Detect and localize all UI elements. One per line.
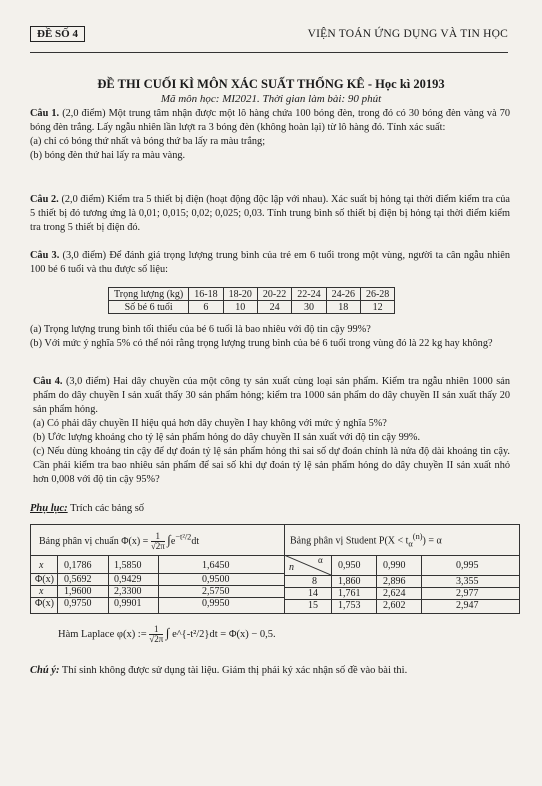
weight-cell: 24-26 — [326, 288, 360, 301]
header-rule — [30, 52, 508, 53]
question-1 — [30, 107, 510, 163]
weight-cell: 16-18 — [189, 288, 223, 301]
student-n: 8 — [312, 576, 317, 587]
count-cell: 6 — [189, 301, 223, 314]
alpha-cell: 0,990 — [383, 560, 406, 571]
fraction: $\frac{1}{√2\pi}$ — [149, 624, 164, 645]
q2-label: Câu 2. — [30, 194, 59, 205]
note-label: Chú ý: — [30, 665, 60, 676]
grid-line — [158, 555, 159, 613]
normal-table-title: Bảng phân vị chuẩn Φ(x) = $\frac{1}{√2\pi}$ $\int e^{-t^2/2}dt$ — [39, 531, 200, 552]
question-3-parts — [30, 323, 510, 351]
weight-cell: 22-24 — [292, 288, 326, 301]
q2-text: (2,0 điểm) Kiểm tra 5 thiết bị điện (hoạt động độc lập với nhau). Xác suất bị hỏng tại thời điểm kiểm tra của 5 thiết bị đó tương ứng là 0,01; 0,015; 0,02; 0,025; 0,03. Tính trung bình số thiết bị điện bị hỏng tại thời điểm kiểm tra trong 5 thiết bị điện đó. — [30, 194, 511, 233]
note-text: Thí sinh không được sử dụng tài liệu. Giám thị phải ký xác nhận số đề vào bài thi. — [61, 665, 408, 676]
q1-part-b: (b) bóng đèn thứ hai lấy ra màu vàng. — [30, 150, 186, 161]
integral-sign: ∫ — [167, 532, 171, 547]
grid-line — [421, 555, 422, 613]
quantile-tables — [30, 524, 520, 614]
appendix-text: Trích các bảng số — [70, 503, 145, 514]
student-table-title: Bảng phân vị Student $P(X < t_\alpha^{(n)}) = \alpha$ — [290, 532, 442, 549]
q3-part-a: (a) Trọng lượng trung bình tối thiểu của bé 6 tuổi là bao nhiêu với độ tin cậy 99%? — [30, 324, 371, 335]
normal-cell: 0,9901 — [114, 598, 142, 609]
count-cell: 24 — [257, 301, 291, 314]
normal-cell: 1,9600 — [64, 586, 92, 597]
q1-label: Câu 1. — [30, 108, 60, 119]
q1-part-a: (a) chỉ có bóng thứ nhất và bóng thứ ba lấy ra màu trắng; — [30, 136, 266, 147]
q4-part-b: (b) Ước lượng khoảng cho tỷ lệ sản phẩm hỏng do dây chuyền II sản xuất với độ tin cậy 99%. — [33, 432, 421, 443]
weight-cell: 20-22 — [257, 288, 291, 301]
normal-cell: 2,3300 — [114, 586, 142, 597]
count-row-label: Số bé 6 tuổi — [109, 301, 189, 314]
student-cell: 3,355 — [456, 576, 479, 587]
grid-line — [108, 555, 109, 613]
normal-cell: 2,5750 — [202, 586, 230, 597]
weight-cell: 26-28 — [360, 288, 394, 301]
count-cell: 18 — [326, 301, 360, 314]
student-title-text: Bảng phân vị Student P(X < t — [290, 535, 409, 547]
normal-cell: 0,1786 — [64, 560, 92, 571]
fraction: $\frac{1}{√2\pi}$ — [150, 531, 165, 552]
header — [30, 26, 508, 48]
laplace-formula — [58, 625, 276, 644]
q4-part-c: (c) Nếu dùng khoảng tin cậy để dự đoán tỷ lệ sản phẩm hỏng thì sai số dự đoán chính là nửa độ dài khoảng tin cậy. Cần phải kiểm tra bao nhiêu sản phẩm để sai số khi dự đoán tỷ lệ sản phẩm hỏng do dây chuyền II sản xuất nhỏ hơn 0,008 với độ tin cậy 95%? — [33, 446, 510, 485]
normal-cell: 0,9429 — [114, 574, 142, 585]
normal-cell: 0,9950 — [202, 598, 230, 609]
grid-line — [376, 555, 377, 613]
normal-cell: 0,9750 — [64, 598, 92, 609]
question-4 — [33, 375, 510, 487]
q4-part-a: (a) Có phải dây chuyền II hiệu quả hơn dây chuyền I hay không với mức ý nghĩa 5%? — [33, 418, 387, 429]
exam-title: ĐỀ THI CUỐI KÌ MÔN XÁC SUẤT THỐNG KÊ - Học kì 20193 — [97, 77, 445, 91]
exam-subtitle: Mã môn học: MI2021. Thời gian làm bài: 90 phút — [160, 93, 382, 105]
grid-line — [331, 555, 332, 613]
phi-label: Φ(x) — [35, 574, 54, 585]
student-n: 14 — [308, 588, 318, 599]
q3-part-b: (b) Với mức ý nghĩa 5% có thể nói rằng trọng lượng trung bình của bé 6 tuổi trong vùng đó là 22 kg hay không? — [30, 338, 493, 349]
count-row — [109, 301, 395, 314]
normal-cell: 1,6450 — [202, 560, 230, 571]
phi-label: Φ(x) — [35, 598, 54, 609]
student-cell: 2,896 — [383, 576, 406, 587]
weight-table — [108, 287, 395, 314]
student-cell: 2,602 — [383, 600, 406, 611]
grid-line — [57, 555, 58, 613]
normal-cell: 1,5850 — [114, 560, 142, 571]
q3-label: Câu 3. — [30, 250, 60, 261]
student-cell: 1,761 — [338, 588, 361, 599]
student-cell: 2,947 — [456, 600, 479, 611]
weight-cell: 18-20 — [223, 288, 257, 301]
q3-text: (3,0 điểm) Để đánh giá trọng lượng trung bình của trẻ em 6 tuổi trong một vùng, người ta cân ngẫu nhiên 100 bé 6 tuổi và thu được số liệu: — [30, 250, 511, 275]
count-cell: 30 — [292, 301, 326, 314]
x-label: x — [39, 560, 44, 571]
normal-cell: 0,5692 — [64, 574, 92, 585]
student-cell: 2,977 — [456, 588, 479, 599]
student-cell: 2,624 — [383, 588, 406, 599]
student-n: 15 — [308, 600, 318, 611]
appendix-heading — [30, 503, 144, 514]
n-label: n — [289, 562, 294, 573]
student-cell: 1,860 — [338, 576, 361, 587]
normal-cell: 0,9500 — [202, 574, 230, 585]
weight-row-label: Trọng lượng (kg) — [109, 288, 189, 301]
institute-name: VIỆN TOÁN ỨNG DỤNG VÀ TIN HỌC — [307, 28, 508, 40]
x-label: x — [39, 586, 44, 597]
q4-label: Câu 4. — [33, 376, 63, 387]
laplace-prefix: Hàm Laplace φ(x) := — [58, 629, 147, 640]
integral-sign: ∫ — [165, 625, 170, 640]
count-cell: 12 — [360, 301, 394, 314]
q4-text: (3,0 điểm) Hai dây chuyền của một công ty sản xuất cùng loại sản phẩm. Kiểm tra ngẫu nhiên 1000 sản phẩm do dây chuyền I sản xuất thấy 30 sản phẩm hỏng; kiểm tra 1000 sản phẩm do dây chuyền II sản xuất thấy 20 sản phẩm hỏng. — [33, 376, 511, 415]
alpha-label: α — [318, 555, 323, 565]
q1-text: (2,0 điểm) Một trung tâm nhận được một lô hàng chứa 100 bóng đèn, trong đó có 30 bóng đèn vàng và 70 bóng đèn trắng. Lấy ngẫu nhiên lần lượt ra 3 bóng đèn (không hoàn lại) từ lô hàng đó. Tính xác suất: — [30, 108, 511, 133]
alpha-cell: 0,995 — [456, 560, 479, 571]
appendix-label: Phụ lục: — [30, 503, 68, 514]
grid-line — [31, 555, 519, 556]
count-cell: 10 — [223, 301, 257, 314]
question-3 — [30, 249, 510, 277]
normal-title-text: Bảng phân vị chuẩn Φ(x) = — [39, 536, 149, 547]
laplace-suffix: e^{-t²/2}dt = Φ(x) − 0,5. — [172, 629, 276, 640]
question-2 — [30, 193, 510, 235]
student-cell: 1,753 — [338, 600, 361, 611]
alpha-cell: 0,950 — [338, 560, 361, 571]
exam-note — [30, 665, 407, 676]
exam-number-badge: ĐỀ SỐ 4 — [30, 26, 85, 42]
weight-row — [109, 288, 395, 301]
